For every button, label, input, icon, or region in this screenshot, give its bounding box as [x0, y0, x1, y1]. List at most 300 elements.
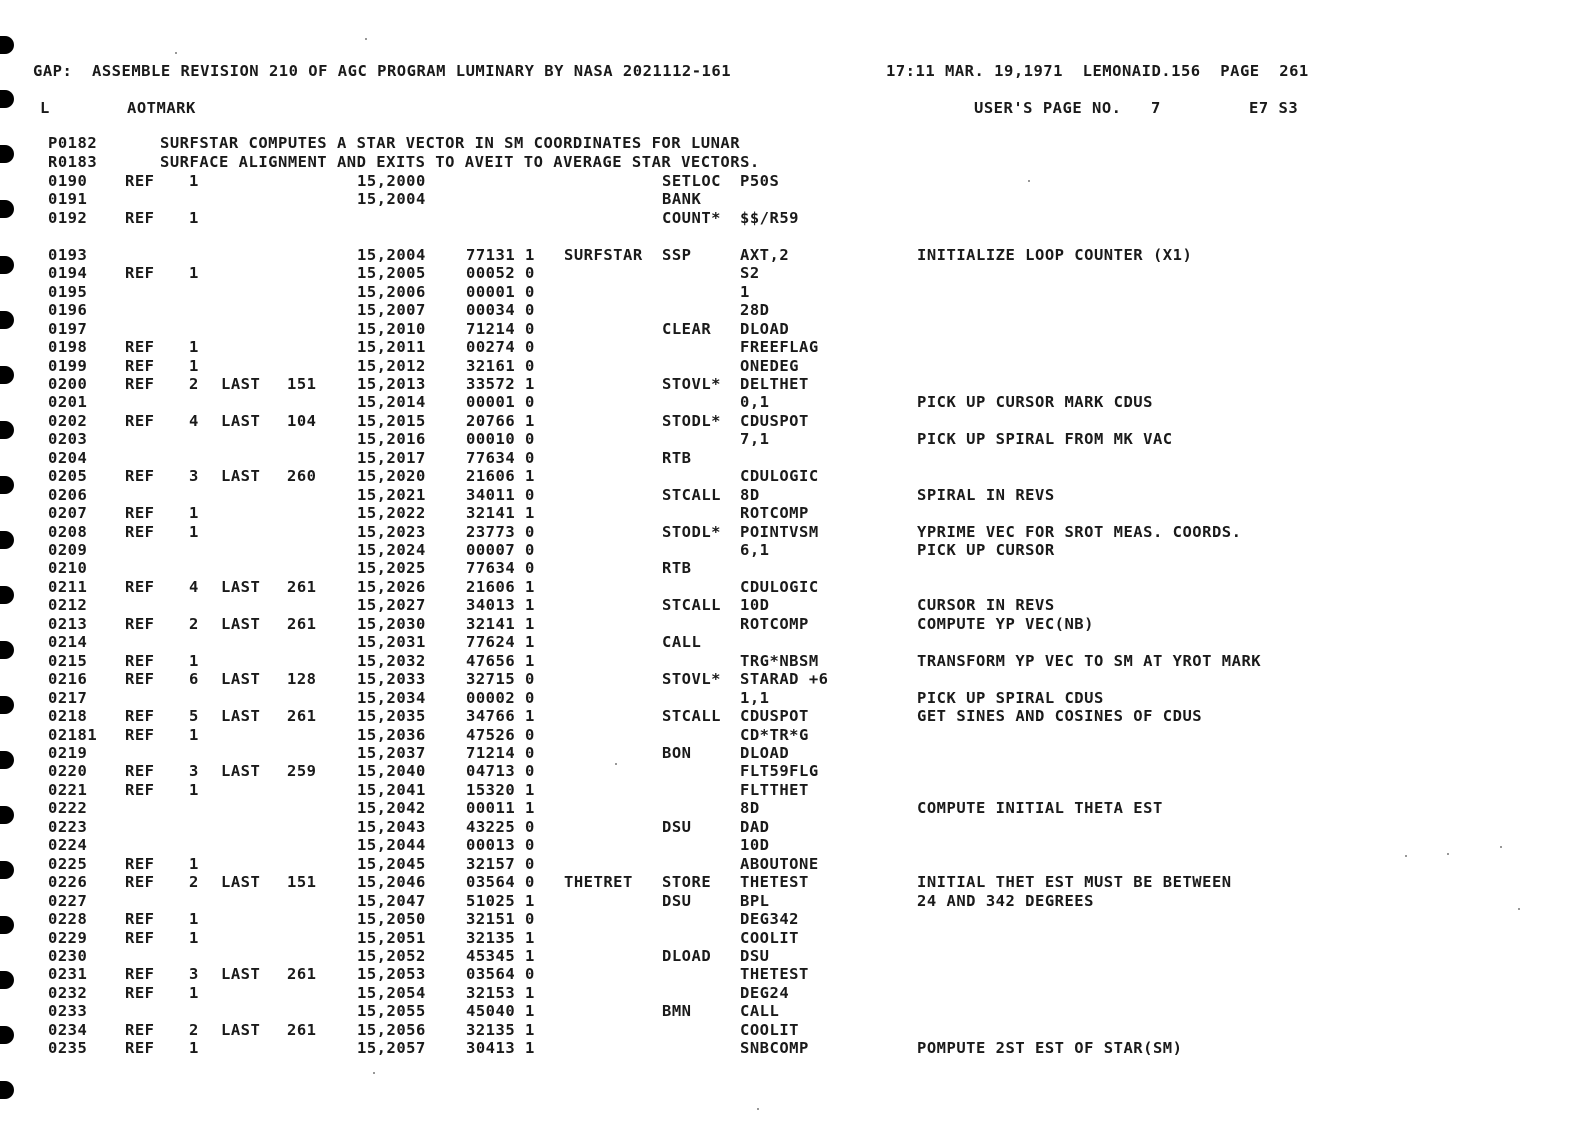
address: 15,2044	[357, 836, 426, 855]
listing-row	[0, 836, 1585, 854]
line-number: 0207	[48, 504, 88, 523]
listing-row	[0, 744, 1585, 762]
ref-marker: REF	[125, 522, 155, 541]
opcode: STCALL	[662, 485, 721, 504]
operand: COOLIT	[740, 928, 799, 947]
listing-row	[0, 393, 1585, 411]
last-page: 151	[287, 374, 317, 393]
line-number: 0199	[48, 356, 88, 375]
ref-marker: REF	[125, 707, 155, 726]
comment: PICK UP CURSOR	[917, 541, 1055, 559]
octal-code: 71214 0	[466, 744, 535, 762]
ref-count: 1	[189, 780, 199, 799]
listing-row	[0, 190, 1585, 208]
line-number: 0220	[48, 762, 88, 781]
ref-count: 6	[189, 670, 199, 689]
address: 15,2015	[357, 411, 426, 430]
line-number: 0191	[48, 190, 88, 209]
octal-code: 00013 0	[466, 836, 535, 855]
line-number: 0203	[48, 430, 88, 449]
ref-marker: REF	[125, 467, 155, 486]
address: 15,2054	[357, 983, 426, 1002]
ref-count: 3	[189, 762, 199, 781]
last-page: 261	[287, 965, 317, 984]
address: 15,2041	[357, 780, 426, 799]
address: 15,2024	[357, 541, 426, 559]
operand: THETEST	[740, 873, 809, 892]
last-marker: LAST	[221, 707, 261, 726]
ref-marker: REF	[125, 208, 155, 227]
listing-row	[0, 246, 1585, 264]
listing-row	[0, 412, 1585, 430]
listing-row	[0, 652, 1585, 670]
last-marker: LAST	[221, 577, 261, 596]
operand: ROTCOMP	[740, 504, 809, 523]
listing-row	[0, 1002, 1585, 1020]
line-number: 0235	[48, 1039, 88, 1058]
line-number: 0223	[48, 817, 88, 836]
address: 15,2025	[357, 559, 426, 578]
operand: 1,1	[740, 688, 770, 707]
line-number: 0206	[48, 485, 88, 504]
address: 15,2000	[357, 172, 426, 190]
listing-row	[0, 320, 1585, 338]
line-number: 0210	[48, 559, 88, 578]
operand: STARAD +6	[740, 670, 829, 689]
comment: SPIRAL IN REVS	[917, 485, 1055, 504]
ref-count: 5	[189, 707, 199, 726]
listing-row	[0, 818, 1585, 836]
listing-row	[0, 467, 1585, 485]
address: 15,2043	[357, 817, 426, 836]
address: 15,2037	[357, 744, 426, 762]
listing-row	[0, 1039, 1585, 1057]
address: 15,2027	[357, 596, 426, 615]
octal-code: 00001 0	[466, 393, 535, 412]
comment: COMPUTE YP VEC(NB)	[917, 614, 1094, 633]
line-number: 0230	[48, 946, 88, 965]
octal-code: 32157 0	[466, 854, 535, 873]
opcode: STOVL*	[662, 670, 721, 689]
address: 15,2035	[357, 707, 426, 726]
ref-count: 1	[189, 522, 199, 541]
opcode: BON	[662, 744, 692, 762]
opcode: SETLOC	[662, 172, 721, 190]
address: 15,2020	[357, 467, 426, 486]
line-number: 0212	[48, 596, 88, 615]
line-number: 0217	[48, 688, 88, 707]
operand: CDUSPOT	[740, 411, 809, 430]
octal-code: 77624 1	[466, 633, 535, 652]
ref-count: 1	[189, 1039, 199, 1058]
operand: CALL	[740, 1002, 780, 1021]
address: 15,2021	[357, 485, 426, 504]
octal-code: 45345 1	[466, 946, 535, 965]
ref-count: 2	[189, 1020, 199, 1039]
octal-code: 32153 1	[466, 983, 535, 1002]
octal-code: 03564 0	[466, 965, 535, 984]
line-number: 0229	[48, 928, 88, 947]
octal-code: 21606 1	[466, 467, 535, 486]
listing-row	[0, 689, 1585, 707]
listing-row	[0, 633, 1585, 651]
operand: BPL	[740, 891, 770, 910]
line-number: 0200	[48, 374, 88, 393]
banner-line	[0, 134, 1585, 152]
line-number: 0213	[48, 614, 88, 633]
octal-code: 00010 0	[466, 430, 535, 449]
address: 15,2036	[357, 725, 426, 744]
opcode: CLEAR	[662, 319, 712, 338]
listing-row	[0, 855, 1585, 873]
ref-count: 3	[189, 965, 199, 984]
listing-row	[0, 726, 1585, 744]
timestamp-header: 17:11 MAR. 19,1971 LEMONAID.156 PAGE 261	[886, 62, 1309, 80]
opcode: RTB	[662, 448, 692, 467]
address: 15,2022	[357, 504, 426, 523]
line-number: 0204	[48, 448, 88, 467]
ref-count: 2	[189, 873, 199, 892]
line-number: 0194	[48, 264, 88, 283]
last-marker: LAST	[221, 467, 261, 486]
opcode: BANK	[662, 190, 702, 209]
address: 15,2014	[357, 393, 426, 412]
address: 15,2057	[357, 1039, 426, 1058]
operand: TRG*NBSM	[740, 651, 819, 670]
octal-code: 34013 1	[466, 596, 535, 615]
line-number: P0182	[48, 134, 98, 152]
address: 15,2017	[357, 448, 426, 467]
operand: CDUSPOT	[740, 707, 809, 726]
address: 15,2005	[357, 264, 426, 283]
comment: INITIAL THET EST MUST BE BETWEEN	[917, 873, 1232, 892]
operand: DAD	[740, 817, 770, 836]
banner-text: SURFACE ALIGNMENT AND EXITS TO AVEIT TO AVERAGE STAR VECTORS.	[160, 153, 760, 171]
line-number: 02181	[48, 725, 98, 744]
comment: PICK UP SPIRAL FROM MK VAC	[917, 430, 1173, 449]
ref-count: 1	[189, 172, 199, 190]
last-page: 104	[287, 411, 317, 430]
octal-code: 00034 0	[466, 301, 535, 320]
octal-code: 30413 1	[466, 1039, 535, 1058]
ref-marker: REF	[125, 1039, 155, 1058]
address: 15,2053	[357, 965, 426, 984]
listing-row	[0, 449, 1585, 467]
ref-marker: REF	[125, 411, 155, 430]
last-marker: LAST	[221, 1020, 261, 1039]
last-page: 128	[287, 670, 317, 689]
ref-marker: REF	[125, 651, 155, 670]
listing-row	[0, 357, 1585, 375]
octal-code: 77634 0	[466, 448, 535, 467]
last-page: 259	[287, 762, 317, 781]
line-number: 0215	[48, 651, 88, 670]
line-number: 0227	[48, 891, 88, 910]
ref-count: 1	[189, 356, 199, 375]
operand: CDULOGIC	[740, 467, 819, 486]
line-number: 0225	[48, 854, 88, 873]
log-section-name: AOTMARK	[127, 99, 196, 117]
operand: ROTCOMP	[740, 614, 809, 633]
octal-code: 00052 0	[466, 264, 535, 283]
last-marker: LAST	[221, 614, 261, 633]
line-number: 0192	[48, 208, 88, 227]
ref-marker: REF	[125, 374, 155, 393]
line-number: 0234	[48, 1020, 88, 1039]
ref-marker: REF	[125, 854, 155, 873]
octal-code: 23773 0	[466, 522, 535, 541]
banner-text: SURFSTAR COMPUTES A STAR VECTOR IN SM COORDINATES FOR LUNAR	[160, 134, 741, 152]
line-number: 0198	[48, 338, 88, 356]
listing-row	[0, 873, 1585, 891]
ref-count: 1	[189, 910, 199, 928]
opcode: DSU	[662, 891, 692, 910]
operand: DEG342	[740, 910, 799, 928]
address: 15,2004	[357, 190, 426, 209]
listing-row	[0, 965, 1585, 983]
ref-count: 1	[189, 208, 199, 227]
octal-code: 00001 0	[466, 282, 535, 301]
octal-code: 21606 1	[466, 577, 535, 596]
opcode: DSU	[662, 817, 692, 836]
operand: POINTVSM	[740, 522, 819, 541]
ref-count: 1	[189, 928, 199, 947]
octal-code: 15320 1	[466, 780, 535, 799]
comment: COMPUTE INITIAL THETA EST	[917, 799, 1163, 818]
comment: CURSOR IN REVS	[917, 596, 1055, 615]
line-number: 0226	[48, 873, 88, 892]
line-number: 0208	[48, 522, 88, 541]
octal-code: 32141 1	[466, 614, 535, 633]
comment: POMPUTE 2ST EST OF STAR(SM)	[917, 1039, 1183, 1058]
line-number: 0190	[48, 172, 88, 190]
line-number: 0201	[48, 393, 88, 412]
binder-hole	[0, 90, 14, 108]
paper-speck	[373, 1072, 375, 1074]
listing-row	[0, 984, 1585, 1002]
ref-marker: REF	[125, 983, 155, 1002]
ref-marker: REF	[125, 614, 155, 633]
line-number: R0183	[48, 153, 98, 171]
listing-row	[0, 375, 1585, 393]
operand: ONEDEG	[740, 356, 799, 375]
line-number: 0209	[48, 541, 88, 559]
last-marker: LAST	[221, 374, 261, 393]
address: 15,2040	[357, 762, 426, 781]
ref-marker: REF	[125, 910, 155, 928]
octal-code: 32135 1	[466, 928, 535, 947]
address: 15,2046	[357, 873, 426, 892]
operand: 1	[740, 282, 750, 301]
ref-marker: REF	[125, 928, 155, 947]
address: 15,2056	[357, 1020, 426, 1039]
comment: TRANSFORM YP VEC TO SM AT YROT MARK	[917, 651, 1262, 670]
line-number: 0216	[48, 670, 88, 689]
line-number: 0197	[48, 319, 88, 338]
operand: FLTTHET	[740, 780, 809, 799]
operand: THETEST	[740, 965, 809, 984]
address: 15,2007	[357, 301, 426, 320]
line-number: 0218	[48, 707, 88, 726]
line-number: 0193	[48, 245, 88, 264]
ref-marker: REF	[125, 762, 155, 781]
listing-row	[0, 486, 1585, 504]
ref-marker: REF	[125, 873, 155, 892]
listing-row	[0, 578, 1585, 596]
listing-row	[0, 781, 1585, 799]
log-section-letter: L	[40, 99, 50, 117]
octal-code: 00007 0	[466, 541, 535, 559]
ref-count: 4	[189, 411, 199, 430]
listing-row	[0, 799, 1585, 817]
last-page: 260	[287, 467, 317, 486]
ref-count: 1	[189, 504, 199, 523]
last-marker: LAST	[221, 873, 261, 892]
operand: FREEFLAG	[740, 338, 819, 356]
opcode: STODL*	[662, 411, 721, 430]
user-page-number: USER'S PAGE NO. 7	[974, 99, 1161, 117]
assembly-header: GAP: ASSEMBLE REVISION 210 OF AGC PROGRAM LUMINARY BY NASA 2021112-161	[33, 62, 732, 80]
label: THETRET	[564, 873, 633, 892]
address: 15,2004	[357, 245, 426, 264]
listing-row	[0, 559, 1585, 577]
octal-code: 77634 0	[466, 559, 535, 578]
listing-row	[0, 264, 1585, 282]
listing-row	[0, 523, 1585, 541]
octal-code: 45040 1	[466, 1002, 535, 1021]
address: 15,2055	[357, 1002, 426, 1021]
comment: INITIALIZE LOOP COUNTER (X1)	[917, 245, 1193, 264]
address: 15,2047	[357, 891, 426, 910]
address: 15,2045	[357, 854, 426, 873]
line-number: 0231	[48, 965, 88, 984]
octal-code: 20766 1	[466, 411, 535, 430]
last-marker: LAST	[221, 411, 261, 430]
opcode: DLOAD	[662, 946, 712, 965]
label: SURFSTAR	[564, 245, 643, 264]
operand: DELTHET	[740, 374, 809, 393]
operand: 6,1	[740, 541, 770, 559]
operand: DLOAD	[740, 319, 790, 338]
ref-count: 3	[189, 467, 199, 486]
comment: 24 AND 342 DEGREES	[917, 891, 1094, 910]
line-number: 0214	[48, 633, 88, 652]
line-number: 0224	[48, 836, 88, 855]
paper-speck	[175, 52, 177, 54]
listing-row	[0, 596, 1585, 614]
operand: 8D	[740, 799, 760, 818]
operand: 10D	[740, 836, 770, 855]
opcode: SSP	[662, 245, 692, 264]
octal-code: 04713 0	[466, 762, 535, 781]
paper-speck	[365, 38, 367, 40]
listing-row	[0, 1021, 1585, 1039]
line-number: 0219	[48, 744, 88, 762]
line-number: 0205	[48, 467, 88, 486]
ref-marker: REF	[125, 338, 155, 356]
octal-code: 34011 0	[466, 485, 535, 504]
opcode: STORE	[662, 873, 712, 892]
octal-code: 32135 1	[466, 1020, 535, 1039]
line-number: 0222	[48, 799, 88, 818]
octal-code: 71214 0	[466, 319, 535, 338]
listing-row	[0, 338, 1585, 356]
ref-marker: REF	[125, 725, 155, 744]
paper-speck	[757, 1108, 759, 1110]
line-number: 0232	[48, 983, 88, 1002]
operand: FLT59FLG	[740, 762, 819, 781]
operand: $$/R59	[740, 208, 799, 227]
operand: P50S	[740, 172, 780, 190]
address: 15,2051	[357, 928, 426, 947]
listing-row	[0, 929, 1585, 947]
listing-row	[0, 283, 1585, 301]
address: 15,2023	[357, 522, 426, 541]
address: 15,2026	[357, 577, 426, 596]
ref-marker: REF	[125, 670, 155, 689]
opcode: RTB	[662, 559, 692, 578]
octal-code: 32141 1	[466, 504, 535, 523]
listing-row	[0, 762, 1585, 780]
listing-row	[0, 910, 1585, 928]
octal-code: 00274 0	[466, 338, 535, 356]
ref-count: 1	[189, 264, 199, 283]
operand: CDULOGIC	[740, 577, 819, 596]
operand: 28D	[740, 301, 770, 320]
opcode: STODL*	[662, 522, 721, 541]
ref-count: 1	[189, 725, 199, 744]
address: 15,2050	[357, 910, 426, 928]
last-marker: LAST	[221, 670, 261, 689]
listing-row	[0, 209, 1585, 227]
address: 15,2032	[357, 651, 426, 670]
address: 15,2030	[357, 614, 426, 633]
octal-code: 03564 0	[466, 873, 535, 892]
ref-count: 1	[189, 338, 199, 356]
last-page: 261	[287, 1020, 317, 1039]
last-page: 261	[287, 614, 317, 633]
opcode: STCALL	[662, 707, 721, 726]
operand: 10D	[740, 596, 770, 615]
octal-code: 33572 1	[466, 374, 535, 393]
operand: ABOUTONE	[740, 854, 819, 873]
octal-code: 47526 0	[466, 725, 535, 744]
operand: 7,1	[740, 430, 770, 449]
address: 15,2012	[357, 356, 426, 375]
listing-row	[0, 892, 1585, 910]
page-code: E7 S3	[1249, 99, 1299, 117]
line-number: 0202	[48, 411, 88, 430]
last-page: 261	[287, 577, 317, 596]
octal-code: 32715 0	[466, 670, 535, 689]
line-number: 0211	[48, 577, 88, 596]
operand: SNBCOMP	[740, 1039, 809, 1058]
comment: GET SINES AND COSINES OF CDUS	[917, 707, 1203, 726]
last-page: 151	[287, 873, 317, 892]
last-marker: LAST	[221, 965, 261, 984]
opcode: STOVL*	[662, 374, 721, 393]
ref-marker: REF	[125, 356, 155, 375]
operand: DLOAD	[740, 744, 790, 762]
ref-count: 1	[189, 983, 199, 1002]
octal-code: 34766 1	[466, 707, 535, 726]
listing-row	[0, 670, 1585, 688]
octal-code: 00002 0	[466, 688, 535, 707]
address: 15,2011	[357, 338, 426, 356]
listing-row	[0, 172, 1585, 190]
address: 15,2016	[357, 430, 426, 449]
operand: AXT,2	[740, 245, 790, 264]
